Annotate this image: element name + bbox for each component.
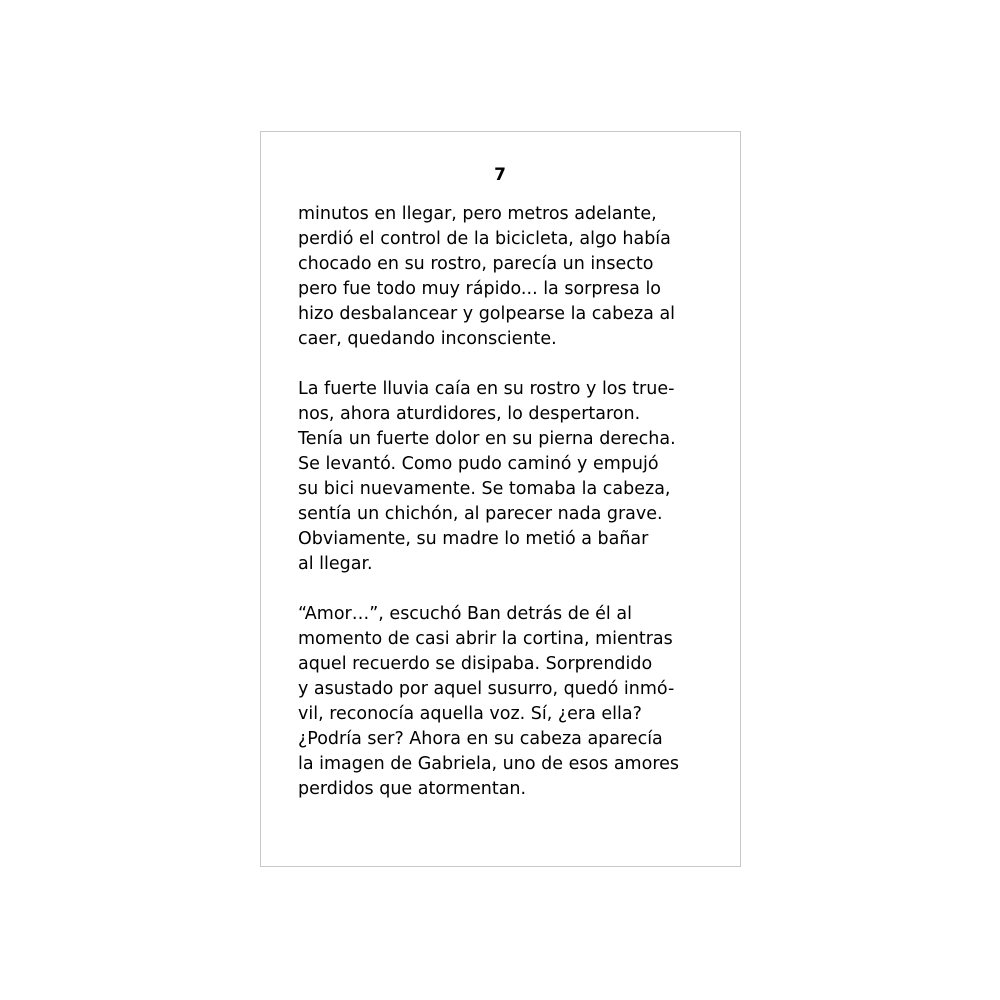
text-line: Se levantó. Como pudo caminó y empujó <box>298 454 659 474</box>
text-line: momento de casi abrir la cortina, mientras <box>298 629 673 649</box>
text-line: Obviamente, su madre lo metió a bañar <box>298 529 649 549</box>
paragraph-3 <box>298 602 718 802</box>
text-line: Tenía un fuerte dolor en su pierna derecha. <box>298 429 676 449</box>
text-line: “Amor…”, escuchó Ban detrás de él al <box>298 604 632 624</box>
text-line: caer, quedando inconsciente. <box>298 329 557 349</box>
text-line: pero fue todo muy rápido... la sorpresa lo <box>298 279 662 299</box>
text-line: chocado en su rostro, parecía un insecto <box>298 254 654 274</box>
paragraph-1 <box>298 202 718 352</box>
text-line: nos, ahora aturdidores, lo despertaron. <box>298 404 641 424</box>
text-line: La fuerte lluvia caía en su rostro y los true- <box>298 379 675 399</box>
text-line: hizo desbalancear y golpearse la cabeza al <box>298 304 676 324</box>
page-number: 7 <box>494 165 506 185</box>
page-body <box>298 202 718 827</box>
text-line: y asustado por aquel susurro, quedó inmó- <box>298 679 675 699</box>
text-line: aquel recuerdo se disipaba. Sorprendido <box>298 654 653 674</box>
text-line: minutos en llegar, pero metros adelante, <box>298 204 657 224</box>
paragraph-2 <box>298 377 718 577</box>
text-line: la imagen de Gabriela, uno de esos amores <box>298 754 680 774</box>
text-line: vil, reconocía aquella voz. Sí, ¿era ella? <box>298 704 642 724</box>
text-line: perdidos que atormentan. <box>298 779 527 799</box>
text-line: al llegar. <box>298 554 373 574</box>
text-line: su bici nuevamente. Se tomaba la cabeza, <box>298 479 671 499</box>
text-line: perdió el control de la bicicleta, algo había <box>298 229 671 249</box>
text-line: sentía un chichón, al parecer nada grave. <box>298 504 663 524</box>
text-line: ¿Podría ser? Ahora en su cabeza aparecía <box>298 729 663 749</box>
